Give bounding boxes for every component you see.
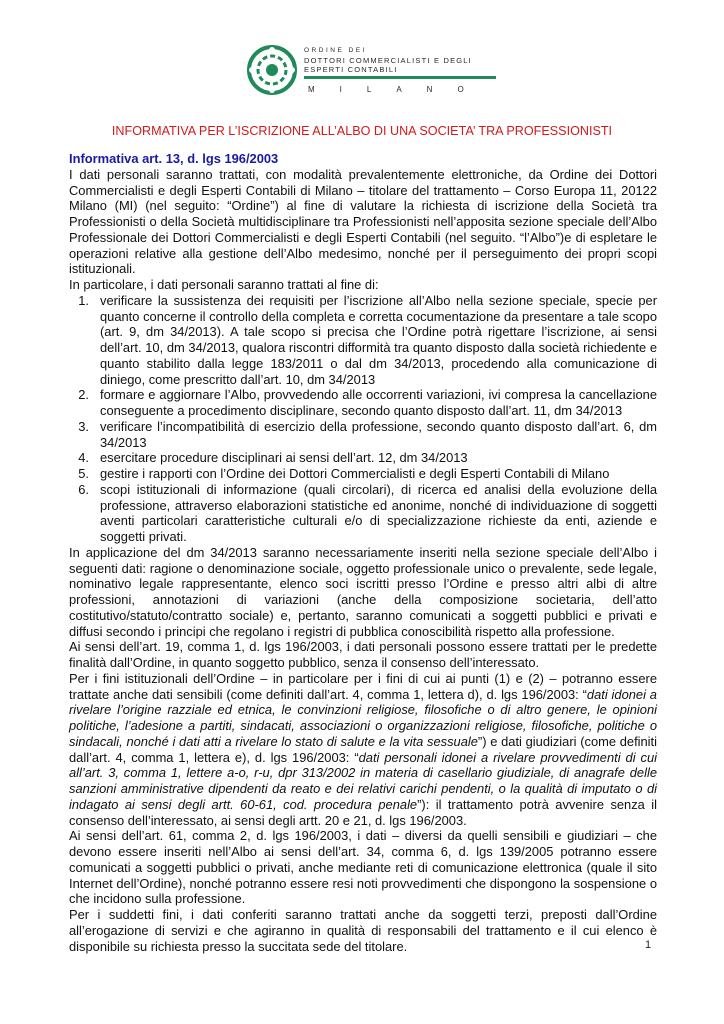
order-logo xyxy=(246,44,496,104)
list-item xyxy=(78,466,657,482)
list-item xyxy=(78,292,657,388)
fini-quote-sensitive: dati idonei a rivelare l’origine razziale ed etnica, le convinzioni religiose, filosofiche o di altro genere, le opinioni politiche, l’adesione a partiti, sindacati, associazioni o organizzazioni religiose, filosofiche, politiche o sindacali, nonché i dati atti a rivelare lo stato di salute e la vita sessuale xyxy=(69,686,657,749)
art61-paragraph: Ai sensi dell’art. 61, comma 2, d. lgs 196/2003, i dati – diversi da quelli sensibili e giudiziari – che devono essere inseriti nell’Albo ai sensi dell’art. 34, comma 6, d. lgs 139/2005 potranno essere comunicati a soggetti pubblici o privati, anche mediante reti di comunicazione elettronica (quale il sito Internet dell’Ordine), nonché potranno essere resi noti provvedimenti che dispongono la sospensione o che incidono sulla professione. xyxy=(69,828,657,907)
page-number: 1 xyxy=(645,939,652,951)
list-item-number: 1. xyxy=(78,292,89,308)
purposes-intro: In particolare, i dati personali saranno trattati al fine di: xyxy=(69,277,379,292)
logo-line-2: DOTTORI COMMERCIALISTI E DEGLI xyxy=(304,55,472,65)
fini-paragraph xyxy=(69,671,657,829)
list-item-number: 3. xyxy=(78,418,89,434)
document-body xyxy=(69,151,657,954)
order-emblem-icon xyxy=(246,44,298,96)
list-item xyxy=(78,481,657,545)
list-item-text: verificare l’incompatibilità di esercizio della professione, secondo quanto disposto dall’art. 6, dm 34/2013 xyxy=(100,418,657,450)
list-item-number: 4. xyxy=(78,450,89,466)
fini-quote-judicial: dati personali idonei a rivelare provvedimenti di cui all’art. 3, comma 1, lettere a-o, r-u, dpr 313/2002 in materia di casellario giudiziale, di anagrafe delle sanzioni amministrative dipendenti da reato e dei relativi carichi pendenti, o la qualità di imputato o di indagato ai sensi degli artt. 60-61, cod. procedura penale xyxy=(69,749,657,812)
fini-text-3: ”): il trattamento potrà avvenire senza il consenso dell’interessato, ai sensi degli artt. 20 e 21, d. lgs 196/2003. xyxy=(69,796,657,828)
section-subtitle: Informativa art. 13, d. lgs 196/2003 xyxy=(69,151,279,166)
logo-line-3: ESPERTI CONTABILI xyxy=(304,65,398,74)
list-item-number: 6. xyxy=(78,481,89,497)
fini-text-2: ”) e dati giudiziari (come definiti dall’art. 4, comma 1, lettera e), d. lgs 196/2003: “ xyxy=(69,733,657,765)
list-item xyxy=(78,450,657,466)
list-item-number: 5. xyxy=(78,466,89,481)
list-item-text: formare e aggiornare l’Albo, provvedendo alle occorrenti variazioni, ivi compresa la cancellazione conseguente a procedimento disciplinare, secondo quanto disposto dall’art. 11, dm 34/2013 xyxy=(100,387,657,418)
fini-text-1: Per i fini istituzionali dell’Ordine – in particolare per i fini di cui ai punti (1) e (2) – potranno essere trattate anche dati sensibili (come definiti dall’art. 4, comma 1, lettera d), d. lgs 196/2003: “ xyxy=(69,670,657,702)
list-item-text: esercitare procedure disciplinari ai sensi dell’art. 12, dm 34/2013 xyxy=(100,450,468,466)
logo-city: MILANO xyxy=(308,85,489,94)
list-item-text: gestire i rapporti con l’Ordine dei Dottori Commercialisti e degli Esperti Contabili di Milano xyxy=(100,466,610,481)
art19-paragraph: Ai sensi dell’art. 19, comma 1, d. lgs 196/2003, i dati personali possono essere trattati per le predette finalità dall’Ordine, in quanto soggetto pubblico, senza il consenso dell’interessato. xyxy=(69,639,657,670)
applicazione-paragraph: In applicazione del dm 34/2013 saranno necessariamente inseriti nella sezione speciale dell’Albo i seguenti dati: ragione o denominazione sociale, oggetto professionale unico o prevalente, sede legale, nominativo legale rappresentante, elenco soci iscritti presso l’Ordine e presso altri albi di altre professioni, annotazioni di variazioni (anche della composizione societaria, dell’atto costitutivo/statuto/contratto sociale) e, pertanto, saranno comunicati a soggetti pubblici e privati e diffusi secondo i principi che regolano i registri di pubblica conoscibilità rispetto alla professione. xyxy=(69,544,657,639)
suddetti-paragraph: Per i suddetti fini, i dati conferiti saranno trattati anche da soggetti terzi, preposti dall’Ordine all’erogazione di servizi e che agiranno in qualità di responsabili del trattamento e il cui elenco è disponibile su richiesta presso la succitata sede del titolare. xyxy=(69,907,657,954)
logo-rule xyxy=(304,76,496,79)
list-item-number: 2. xyxy=(78,387,89,403)
list-item xyxy=(78,418,657,451)
list-item-text: scopi istituzionali di informazione (quali circolari), di ricerca ed analisi della evoluzione della professione, attraverso elaborazioni statistiche ed anonime, nonché di individuazione di soggetti aventi particolari caratteristiche culturali e/o di specializzazione richieste da enti, aziende e soggetti privati. xyxy=(100,481,657,544)
list-item-text: verificare la sussistenza dei requisiti per l’iscrizione all’Albo nella sezione speciale, specie per quanto concerne il controllo della completa e corretta cocumentazione da presentare a tale scopo (art. 9, dm 34/2013). A tale scopo si precisa che l’Ordine potrà rigettare l’iscrizione, ai sensi dell’art. 10, dm 34/2013, qualora riscontri difformità tra quanto disposto dalla società richiedente e quanto stabilito dalla legge 183/2011 o dal dm 34/2013, procedendo alla comunicazione di diniego, come prescritto dall’art. 10, dm 34/2013 xyxy=(100,292,657,387)
list-item xyxy=(78,387,657,419)
logo-wordmark xyxy=(304,46,496,75)
purposes-list xyxy=(69,293,657,545)
document-title: INFORMATIVA PER L’ISCRIZIONE ALL’ALBO DI UNA SOCIETA’ TRA PROFESSIONISTI xyxy=(111,124,613,138)
intro-paragraph: I dati personali saranno trattati, con modalità prevalentemente elettroniche, da Ordine dei Dottori Commercialisti e degli Esperti Contabili di Milano – titolare del trattamento – Corso Europa 11, 20122 Milano (MI) (nel seguito: “Ordine”) al fine di valutare la richiesta di iscrizione della Società tra Professionisti o della Società multidisciplinare tra Professionisti nell’apposita sezione speciale dell’Albo Professionale dei Dottori Commercialisti e degli Esperti Contabili (nel seguito. “l’Albo”)e di espletare le operazioni relative alla gestione dell’Albo medesimo, nonché per il perseguimento dei propri scopi istituzionali. xyxy=(69,166,657,277)
logo-line-1: ORDINE DEI xyxy=(304,47,367,54)
